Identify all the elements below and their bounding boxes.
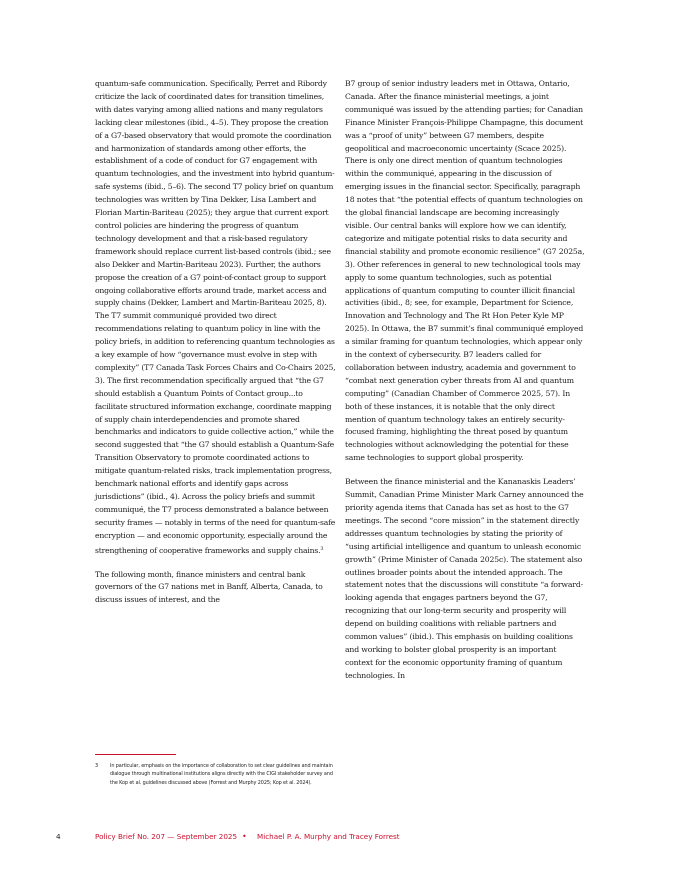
paragraph-text: quantum-safe communication. Specifically, Perret and Ribordy criticize the lack of coordinated dates for transition timelines, with dates varying among allied nations and many regulators lacking clear milestones (ibid., 4–5). They propose the creation of a G7-based observatory that would promote the coordination and harmonization of standards among other efforts, the establishment of a code of conduct for G7 engagement with quantum technologies, and the investment into hybrid quantum-safe systems (ibid., 5–6). The second T7 policy brief on quantum technologies was written by Tina Dekker, Lisa Lambert and Florian Martin-Bariteau (2025); they argue that current export control policies are hindering the progress of quantum technology development and that a risk-based regulatory framework should replace current list-based controls (ibid.; see also Dekker and Martin-Bariteau 2023). Further, the authors propose the creation of a G7 point-of-contact group to support ongoing collaborative efforts around trade, market access and supply chains (Dekker, Lambert and Martin-Bariteau 2025, 8). The T7 summit communiqué provided two direct recommendations relating to quantum policy in line with the policy briefs, in addition to referencing quantum technologies as a key example of how “governance must evolve in step with complexity” (T7 Canada Task Forces Chairs and Co-Chairs 2025, 3). The first recommendation specifically argued that “the G7 should establish a Quantum Points of Contact group...to facilitate structured information exchange, coordinate mapping of supply chain interdependencies and promote shared benchmarks and indicators to guide collective action,” while the second suggested that “the G7 should establish a Quantum-Safe Transition Observatory to promote coordinated actions to mitigate quantum-related risks, track implementation progress, benchmark national efforts and identify gaps across jurisdictions” (ibid., 4). Across the policy briefs and summit communiqué, the T7 process demonstrated a balance between security frames — notably in terms of the need for quantum-safe encryption — and economic opportunity, especially around the strengthening of cooperative frameworks and supply chains. bbox=[95, 79, 336, 555]
page-number: 4 bbox=[56, 832, 61, 841]
body-paragraph: B7 group of senior industry leaders met in Ottawa, Ontario, Canada. After the finance ministerial meetings, a joint communiqué was issued by the attending parties; for Canadian Finance Minister François-Philippe Champagne, this document was a “proof of unity” between G7 members, despite geopolitical and macroeconomic uncertainty (Scace 2025). There is only one direct mention of quantum technologies within the communiqué, appearing in the discussion of emerging issues in the financial sector. Specifically, paragraph 18 notes that “the potential effects of quantum technologies on the global financial landscape are becoming increasingly visible. Our central banks will explore how we can identify, categorize and mitigate potential risks to data security and financial stability and promote economic resilience” (G7 2025a, 3). Other references in general to new technological tools may apply to some quantum technologies, such as potential applications of quantum computing to counter illicit financial activities (ibid., 8; see, for example, Department for Science, Innovation and Technology and The Rt Hon Peter Kyle MP 2025). In Ottawa, the B7 summit’s final communiqué employed a similar framing for quantum technologies, which appear only in the context of cybersecurity. B7 leaders called for collaboration between industry, academia and government to “combat next generation cyber threats from AI and quantum computing” (Canadian Chamber of Commerce 2025, 57). In both of these instances, it is notable that the only direct mention of quantum technology takes an entirely security-focused framing, highlighting the threat posed by quantum technologies without acknowledging the potential for these same technologies to support global prosperity. bbox=[345, 79, 585, 463]
body-paragraph: The following month, finance ministers and central bank governors of the G7 nations met in Banff, Alberta, Canada, to discuss issues of interest, and the bbox=[95, 569, 323, 605]
footnote bbox=[95, 762, 336, 787]
footnote-number: 3 bbox=[95, 763, 99, 769]
body-paragraph bbox=[95, 78, 336, 558]
footnote-reference[interactable]: 3 bbox=[320, 545, 324, 552]
left-column bbox=[95, 78, 336, 618]
body-paragraph: Between the finance ministerial and the Kananaskis Leaders’ Summit, Canadian Prime Minister Mark Carney announced the priority agenda items that Canada has set as host to the G7 meetings. The second “core mission” in the statement directly addresses quantum technologies by stating the priority of “using artificial intelligence and quantum to unleash economic growth” (Prime Minister of Canada 2025c). The statement also outlines broader points about the intended approach. The statement notes that the discussions will constitute “a forward-looking agenda that engages partners beyond the G7, recognizing that our long-term security and prosperity will depend on building coalitions with reliable partners and common values” (ibid.). This emphasis on building coalitions and working to bolster global prosperity is an important context for the economic opportunity framing of quantum technologies. In bbox=[345, 477, 584, 680]
footnote-text: In particular, emphasis on the importance of collaboration to set clear guidelines and maintain dialogue through multinational institutions aligns directly with the CIGI stakeholder survey and the Kop et al. guidelines discussed above (Forrest and Murphy 2025; Kop et al. 2024). bbox=[110, 763, 333, 786]
footer-authors: Michael P. A. Murphy and Tracey Forrest bbox=[257, 832, 400, 841]
footnote-divider bbox=[95, 754, 176, 755]
footer-bullet-separator: • bbox=[242, 832, 247, 841]
footer-brief-title: Policy Brief No. 207 — September 2025 bbox=[95, 832, 238, 841]
right-column bbox=[345, 78, 586, 694]
page-footer bbox=[0, 831, 680, 843]
